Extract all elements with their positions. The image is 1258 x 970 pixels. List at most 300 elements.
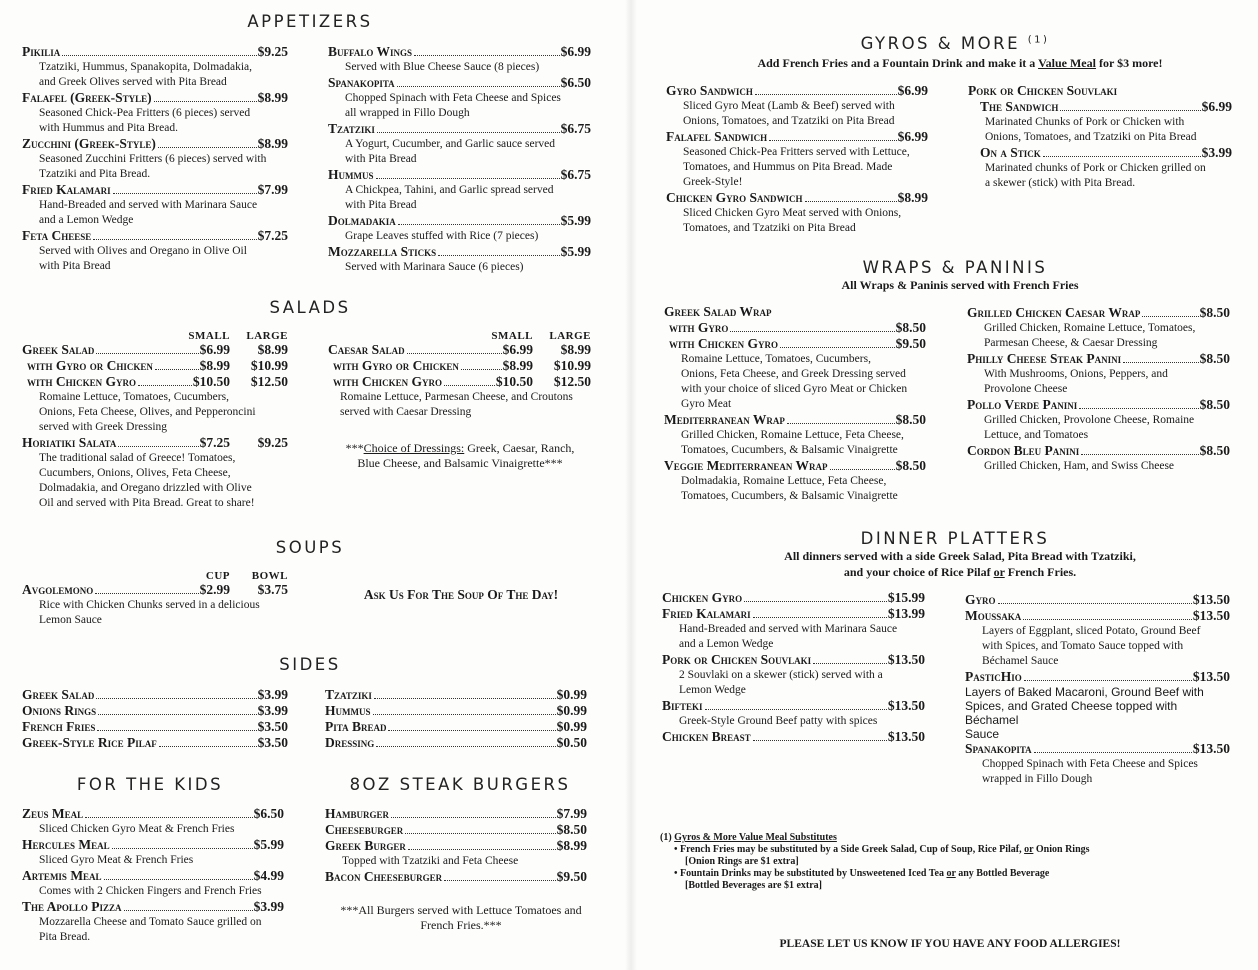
item-price: $13.50 [1192, 608, 1230, 623]
item-description [965, 757, 1230, 787]
menu-item-row [22, 358, 288, 374]
description-line: Hand-Breaded and served with Marinara Sauce [39, 199, 258, 211]
item-description [965, 685, 1230, 741]
description-line: Sauce [965, 727, 1000, 741]
menu-item-row [662, 652, 925, 668]
dot-leader [398, 224, 560, 225]
list-item [22, 687, 288, 703]
menu-item-row [666, 129, 928, 145]
list-item [662, 729, 925, 745]
gyros-right-column [968, 83, 1232, 191]
menu-item-row [328, 342, 591, 358]
menu-item-row [22, 182, 288, 198]
dot-leader [377, 132, 560, 133]
list-item [22, 735, 288, 751]
item-description [328, 60, 591, 75]
dot-leader [744, 601, 887, 602]
dot-leader [96, 353, 198, 354]
list-item [664, 458, 926, 504]
menu-item-row [22, 342, 288, 358]
menu-item-row [965, 741, 1230, 757]
menu-item-row [328, 75, 591, 91]
salads-heading: SALADS [269, 298, 351, 317]
dot-leader [96, 698, 256, 699]
item-price-small: $8.99 [502, 358, 533, 373]
description-line: Pita Bread. [39, 931, 91, 943]
dot-leader [155, 369, 199, 370]
menu-item-row [325, 687, 587, 703]
list-item [22, 582, 288, 628]
item-name: Greek-Style Rice Pilaf [22, 735, 157, 750]
description-line: Provolone Cheese [984, 383, 1068, 395]
description-line: Tzatziki, Hummus, Spanakopita, Dolmadakia, [39, 61, 253, 73]
item-name: Pita Bread [325, 719, 387, 734]
list-item [967, 443, 1230, 474]
salads-left-column [22, 330, 288, 511]
description-line: Served with Olives and Oregano in Olive Oil [39, 245, 247, 257]
item-description [328, 137, 591, 167]
description-line: with Pita Bread [345, 199, 417, 211]
item-name: Hercules Meal [22, 837, 110, 852]
list-item [965, 669, 1230, 741]
menu-item-row [325, 735, 587, 751]
item-description [968, 161, 1232, 191]
menu-item-row [662, 590, 925, 606]
menu-item-row [22, 435, 288, 451]
list-item [22, 342, 288, 358]
dot-leader [159, 746, 257, 747]
wraps-right-column [967, 305, 1230, 474]
item-price: $8.50 [895, 458, 926, 473]
list-item [965, 592, 1230, 608]
item-price-large: $8.99 [560, 342, 591, 357]
menu-item-row [328, 121, 591, 137]
list-item [968, 99, 1232, 145]
dot-leader [769, 140, 896, 141]
item-description [22, 198, 288, 228]
item-name: Greek Salad [22, 687, 95, 702]
list-item [22, 44, 288, 90]
item-name: Bacon Cheeseburger [325, 869, 443, 884]
dot-leader [1023, 619, 1192, 620]
list-item [967, 305, 1230, 351]
dot-leader [444, 385, 495, 386]
wraps-left-column [664, 304, 926, 504]
souvlaki-heading: Pork or Chicken Souvlaki [968, 83, 1118, 98]
description-line: Served with Blue Cheese Sauce (8 pieces) [345, 61, 540, 73]
item-name: Zeus Meal [22, 806, 84, 821]
item-description [22, 598, 288, 628]
salad-column-headers: SMALL LARGE [491, 330, 591, 342]
dot-leader [998, 603, 1192, 604]
list-item [325, 806, 587, 822]
list-item [662, 652, 925, 698]
burgers-note: ***All Burgers served with Lettuce Tomatoes and French Fries.*** [340, 903, 582, 932]
menu-item-row [328, 374, 591, 390]
appetizers-heading: APPETIZERS [247, 12, 373, 31]
dinner-heading: DINNER PLATTERS [860, 529, 1050, 548]
item-name: with Gyro or Chicken [27, 358, 153, 373]
item-name: Philly Cheese Steak Panini [967, 351, 1122, 366]
item-price: $5.99 [253, 837, 284, 852]
list-item [328, 374, 591, 390]
description-line: and Greek Olives served with Pita Bread [39, 76, 227, 88]
item-name: with Chicken Gyro [27, 374, 137, 389]
description-line: Greek-Style! [683, 176, 743, 188]
dinner-left-column [662, 590, 925, 745]
dot-leader [1123, 362, 1199, 363]
menu-item-row [664, 412, 926, 428]
dot-leader [407, 353, 502, 354]
dot-leader [753, 617, 887, 618]
soup-of-the-day: Ask Us For The Soup Of The Day! [363, 587, 559, 602]
menu-item-row [965, 608, 1230, 624]
dot-leader [1043, 156, 1201, 157]
item-price: $7.99 [556, 806, 587, 821]
salads-right-column [328, 330, 591, 420]
list-item [664, 336, 926, 352]
list-item [328, 213, 591, 244]
item-price: $6.75 [560, 121, 591, 136]
description-line: Seasoned Chick-Pea Fritters (6 pieces) served [39, 107, 251, 119]
list-item [967, 351, 1230, 397]
item-name: Falafel (Greek-Style) [22, 90, 152, 105]
item-price: $13.50 [1192, 741, 1230, 756]
description-line: Spices, and Grated Cheese topped with Béchamel [965, 699, 1178, 727]
description-line: Topped with Tzatziki and Feta Cheese [342, 855, 519, 867]
description-line: Gyro Meat [681, 398, 732, 410]
list-item [22, 806, 284, 837]
description-line: Onions, Tomatoes, and Tzatziki on Pita Bread [985, 131, 1197, 143]
item-price: $3.99 [257, 687, 288, 702]
menu-item-row [664, 336, 926, 352]
menu-item-row [328, 358, 591, 374]
description-line: Seasoned Zucchini Fritters (6 pieces) served with [39, 153, 267, 165]
menu-item-row [22, 837, 284, 853]
description-line: Tomatoes, Cucumbers, & Balsamic Vinaigrette [681, 490, 898, 502]
item-description [328, 390, 591, 420]
menu-item-row [328, 44, 591, 60]
menu-item-row [965, 592, 1230, 608]
appetizers-right-column [328, 44, 591, 275]
item-price: $8.99 [257, 136, 288, 151]
list-item [328, 342, 591, 358]
item-description [22, 60, 288, 90]
description-line: with Pita Bread [345, 153, 417, 165]
description-line: Tomatoes, and Tzatziki on Pita Bread [683, 222, 856, 234]
list-item [325, 735, 587, 751]
item-description [664, 428, 926, 458]
dot-leader [158, 147, 257, 148]
dot-leader [97, 730, 256, 731]
description-line: Romaine Lettuce, Tomatoes, Cucumbers, [39, 391, 229, 403]
list-item [662, 590, 925, 606]
menu-item-row [22, 228, 288, 244]
burgers-heading: 8OZ STEAK BURGERS [349, 775, 571, 794]
description-line: Chopped Spinach with Feta Cheese and Spices [982, 758, 1198, 770]
item-name: Gyro Sandwich [666, 83, 753, 98]
description-line: Chopped Spinach with Feta Cheese and Spices [345, 92, 561, 104]
list-item [22, 136, 288, 182]
footnote-bullet-2-extra: [Bottled Beverages are $1 extra] [685, 880, 822, 891]
item-name: Mozzarella Sticks [328, 244, 437, 259]
menu-item-row [325, 838, 587, 854]
item-name: Buffalo Wings [328, 44, 412, 59]
item-name: PasticHio [965, 669, 1022, 684]
dinner-right-column [965, 592, 1230, 787]
menu-item-row [662, 729, 925, 745]
item-price-large: $10.99 [250, 358, 288, 373]
description-line: Dolmadakia, Romaine Lettuce, Feta Cheese, [681, 475, 887, 487]
list-item [967, 397, 1230, 443]
item-price-small: $10.50 [192, 374, 230, 389]
item-name: Chicken Breast [662, 729, 751, 744]
description-line: Grape Leaves stuffed with Rice (7 pieces) [345, 230, 539, 242]
menu-item-row [662, 698, 925, 714]
dinner-subtitle: All dinners served with a side Greek Salad, Pita Bread with Tzatziki, and your choice of Rice Pilaf or French Fries. [784, 549, 1136, 579]
description-line: Tomatoes, Cucumbers, & Balsamic Vinaigrette [681, 444, 898, 456]
item-description [968, 115, 1232, 145]
item-price: $0.99 [556, 703, 587, 718]
item-price-large: $12.50 [553, 374, 591, 389]
gyros-heading: GYROS & MORE $^{(1)}$ [860, 34, 1050, 53]
dot-leader [438, 255, 559, 256]
item-price: $13.99 [887, 606, 925, 621]
description-line: with Hummus and Pita Bread. [39, 122, 178, 134]
item-price: $15.99 [887, 590, 925, 605]
list-item [328, 75, 591, 121]
item-name: Zucchini (Greek-Style) [22, 136, 156, 151]
list-item [662, 698, 925, 729]
item-name: Veggie Mediterranean Wrap [664, 458, 828, 473]
dot-leader [374, 698, 556, 699]
description-line: A Yogurt, Cucumber, and Garlic sauce served [345, 138, 556, 150]
dot-leader [753, 740, 887, 741]
footnote-bullet-1: • French Fries may be substituted by a Side Greek Salad, Cup of Soup, Rice Pilaf, or Onion Rings [674, 844, 1090, 855]
item-price: $6.99 [897, 129, 928, 144]
item-description [328, 183, 591, 213]
dot-leader [408, 849, 556, 850]
item-price: $8.50 [895, 320, 926, 335]
item-description [22, 915, 284, 945]
item-price: $8.99 [257, 90, 288, 105]
gyros-left-column [666, 83, 928, 236]
item-price: $4.99 [253, 868, 284, 883]
item-description [325, 854, 587, 869]
list-item [22, 868, 284, 899]
description-line: Onions, Feta Cheese, Olives, and Pepperoncini [39, 406, 256, 418]
list-item [664, 320, 926, 336]
menu-item-row [328, 213, 591, 229]
soups-column [22, 570, 288, 628]
list-item [22, 899, 284, 945]
menu-item-row [22, 806, 284, 822]
footnote-title: (1) Gyros & More Value Meal Substitutes [660, 832, 837, 843]
menu-item-row [325, 703, 587, 719]
item-price: $8.99 [556, 838, 587, 853]
item-price: $8.50 [1199, 351, 1230, 366]
description-line: Sliced Gyro Meat (Lamb & Beef) served with [683, 100, 895, 112]
item-name: Fried Kalamari [662, 606, 751, 621]
item-description [328, 260, 591, 275]
menu-item-row [22, 582, 288, 598]
dot-leader [414, 55, 560, 56]
item-price: $6.50 [560, 75, 591, 90]
item-price: $8.50 [895, 412, 926, 427]
description-line: with Pita Bread [39, 260, 111, 272]
description-line: Onions, Feta Cheese, and Greek Dressing served [681, 368, 906, 380]
description-line: Marinated chunks of Pork or Chicken grilled on [985, 162, 1206, 174]
description-line: Dolmadakia, and Oregano drizzled with Olive [39, 482, 252, 494]
description-line: all wrapped in Fillo Dough [345, 107, 470, 119]
gyros-subtitle: Add French Fries and a Fountain Drink and make it a Value Meal for $3 more! [757, 56, 1163, 70]
description-line: Cucumbers, Onions, Olives, Feta Cheese, [39, 467, 231, 479]
description-line: Served with Marinara Sauce (6 pieces) [345, 261, 524, 273]
item-name: Pikilia [22, 44, 61, 59]
item-description [662, 668, 925, 698]
dot-leader [705, 709, 887, 710]
list-item [664, 412, 926, 458]
item-name: Gyro [965, 592, 996, 607]
list-item [325, 838, 587, 869]
footnote-bullet-1-extra: [Onion Rings are $1 extra] [685, 856, 799, 867]
item-price: $7.99 [257, 182, 288, 197]
description-line: and a Lemon Wedge [679, 638, 774, 650]
item-name: Cordon Bleu Panini [967, 443, 1080, 458]
item-description [662, 622, 925, 652]
value-meal-footnote [660, 832, 1220, 892]
description-line: Hand-Breaded and served with Marinara Sauce [679, 623, 898, 635]
item-name: French Fries [22, 719, 96, 734]
list-item [22, 435, 288, 511]
description-line: A Chickpea, Tahini, and Garlic spread served [345, 184, 554, 196]
item-name: Hummus [325, 703, 371, 718]
dot-leader [373, 714, 556, 715]
item-name: with Gyro [669, 320, 729, 335]
description-line: Mozzarella Cheese and Tomato Sauce grilled on [39, 916, 262, 928]
dot-leader [93, 239, 256, 240]
item-price-small: $2.99 [199, 582, 230, 597]
description-line: Romaine Lettuce, Tomatoes, Cucumbers, [681, 353, 871, 365]
dot-leader [397, 86, 560, 87]
description-line: and a Lemon Wedge [39, 214, 134, 226]
list-item [22, 228, 288, 274]
list-item [325, 822, 587, 838]
item-name: with Gyro or Chicken [333, 358, 459, 373]
description-line: With Mushrooms, Onions, Peppers, and [984, 368, 1168, 380]
item-price: $8.99 [897, 190, 928, 205]
description-line: Grilled Chicken, Ham, and Swiss Cheese [984, 460, 1175, 472]
item-description [662, 714, 925, 729]
item-price: $5.99 [560, 244, 591, 259]
dot-leader [85, 817, 252, 818]
dot-leader [1034, 752, 1192, 753]
burgers-column [325, 806, 587, 885]
item-description [967, 321, 1230, 351]
item-price: $13.50 [887, 698, 925, 713]
item-price-large: $12.50 [250, 374, 288, 389]
item-description [666, 99, 928, 129]
list-item [325, 869, 587, 885]
dot-leader [730, 331, 894, 332]
description-line: served with Greek Dressing [39, 421, 168, 433]
menu-item-row [22, 719, 288, 735]
item-price: $6.99 [1201, 99, 1232, 114]
item-price: $3.99 [1201, 145, 1232, 160]
wraps-heading: WRAPS & PANINIS [862, 258, 1048, 277]
description-line: Tomatoes, and Hummus on Pita Bread. Made [683, 161, 893, 173]
item-description [967, 459, 1230, 474]
dot-leader [1079, 408, 1198, 409]
menu-item-row [666, 83, 928, 99]
description-line: Lemon Sauce [39, 614, 102, 626]
menu-item-row [22, 136, 288, 152]
description-line: Parmesan Cheese, & Caesar Dressing [984, 337, 1158, 349]
salad-column-headers: SMALL LARGE [188, 330, 288, 342]
dot-leader [1142, 316, 1198, 317]
menu-item-row [328, 244, 591, 260]
dressings-note: ***Choice of Dressings: Greek, Caesar, Ranch, Blue Cheese, and Balsamic Vinaigrette*** [345, 441, 575, 470]
description-line: Greek-Style Ground Beef patty with spices [679, 715, 878, 727]
menu-item-row [325, 806, 587, 822]
dot-leader [830, 469, 895, 470]
item-name: Chicken Gyro [662, 590, 743, 605]
item-name: Fried Kalamari [22, 182, 111, 197]
item-price: $6.50 [253, 806, 284, 821]
item-name: Artemis Meal [22, 868, 102, 883]
item-name: Cheeseburger [325, 822, 404, 837]
item-price: $9.50 [556, 869, 587, 884]
item-price: $0.99 [556, 687, 587, 702]
description-line: Grilled Chicken, Romaine Lettuce, Feta Cheese, [681, 429, 904, 441]
appetizers-left-column [22, 44, 288, 274]
item-description [22, 244, 288, 274]
menu-item-row [666, 190, 928, 206]
description-line: Lemon Wedge [679, 684, 746, 696]
item-name: Greek Burger [325, 838, 406, 853]
item-price: $3.99 [253, 899, 284, 914]
description-line: Seasoned Chick-Pea Fritters served with Lettuce, [683, 146, 910, 158]
item-description [22, 451, 288, 511]
list-item [22, 90, 288, 136]
item-description [967, 367, 1230, 397]
description-line: Rice with Chicken Chunks served in a delicious [39, 599, 260, 611]
dot-leader [755, 94, 897, 95]
kids-column [22, 806, 284, 945]
list-item [666, 129, 928, 190]
menu-item-row [967, 351, 1230, 367]
description-line: Grilled Chicken, Romaine Lettuce, Tomatoes, [984, 322, 1196, 334]
item-price: $3.99 [257, 703, 288, 718]
item-name: The Sandwich [980, 99, 1059, 114]
item-description [666, 206, 928, 236]
menu-item-row [22, 687, 288, 703]
menu-left-page [0, 0, 620, 970]
dot-leader [62, 55, 256, 56]
item-price: $9.50 [895, 336, 926, 351]
item-name: Spanakopita [965, 741, 1032, 756]
menu-item-row [664, 320, 926, 336]
item-price: $9.25 [257, 44, 288, 59]
dot-leader [138, 385, 192, 386]
item-price: $6.99 [560, 44, 591, 59]
item-name: Pork or Chicken Souvlaki [662, 652, 812, 667]
item-name: with Chicken Gyro [333, 374, 443, 389]
allergy-notice: PLEASE LET US KNOW IF YOU HAVE ANY FOOD ALLERGIES! [779, 938, 1121, 950]
dot-leader [104, 879, 253, 880]
menu-item-row [967, 305, 1230, 321]
list-item [328, 244, 591, 275]
